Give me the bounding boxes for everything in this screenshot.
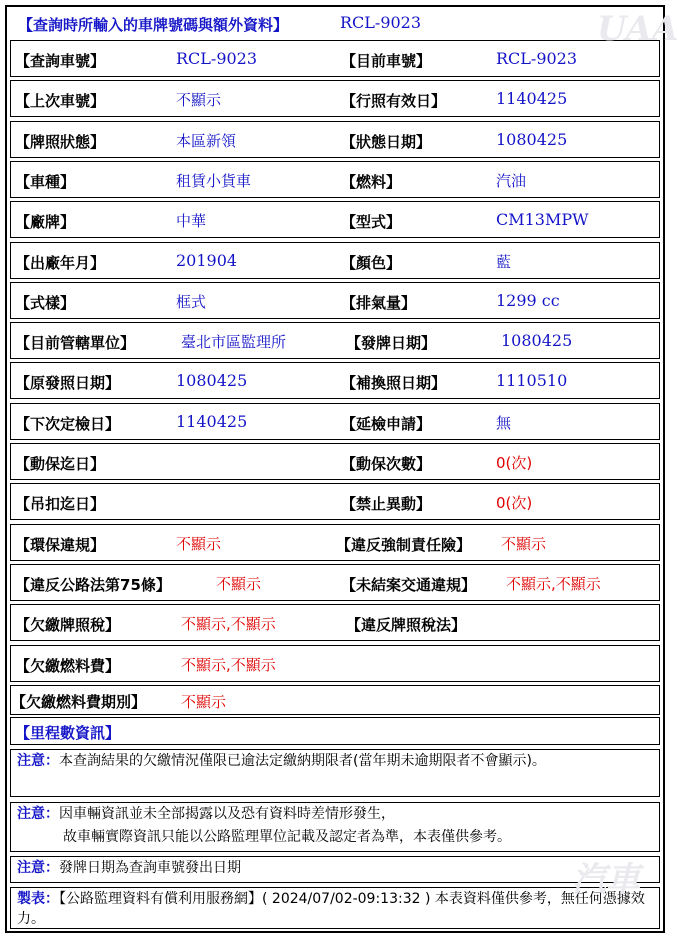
field-value: 無 — [496, 413, 512, 432]
data-row — [10, 201, 660, 238]
note-plate-date-text: 發牌日期為查詢車號發出日期 — [59, 860, 241, 876]
field-label: 【延檢申請】 — [341, 414, 432, 433]
field-value: 藍 — [496, 252, 512, 271]
field-value: 框式 — [176, 292, 207, 311]
data-row — [10, 403, 660, 440]
field-label: 【燃料】 — [341, 172, 402, 191]
field-label: 【行照有效日】 — [341, 92, 447, 111]
field-value: 1299 cc — [496, 290, 560, 310]
note-plate-date-head: 注意： — [17, 860, 59, 876]
note-disclosure-text-2: 故車輛實際資訊只能以公路監理單位記載及認定者為準，本表僅供參考。 — [63, 829, 511, 845]
field-value: 0(次) — [496, 454, 533, 472]
field-value: 不顯示 — [501, 534, 547, 553]
field-value: 租賃小貨車 — [176, 171, 252, 190]
field-label: 【欠繳牌照稅】 — [15, 616, 121, 635]
field-label: 【車種】 — [15, 172, 76, 191]
data-row — [10, 524, 660, 561]
data-row — [10, 121, 660, 158]
field-value: 不顯示,不顯示 — [181, 655, 276, 674]
data-row — [10, 443, 660, 480]
data-row — [10, 161, 660, 198]
note-disclosure-head: 注意： — [17, 806, 59, 822]
field-label: 【顏色】 — [341, 253, 402, 272]
field-value: 汽油 — [496, 171, 527, 190]
fuel-period-label: 【欠繳燃料費期別】 — [11, 693, 147, 711]
note-disclosure-text: 因車輛資訊並未全部揭露以及恐有資料時差情形發生， — [59, 806, 395, 822]
field-label: 【禁止異動】 — [341, 495, 432, 514]
mileage-label: 【里程數資訊】 — [15, 724, 121, 742]
field-label: 【查詢車號】 — [15, 52, 106, 70]
field-value: CM13MPW — [496, 210, 589, 230]
note-debt-text: 本查詢結果的欠繳情況僅限已逾法定繳納期限者(當年期未逾期限者不會顯示)。 — [59, 753, 546, 769]
field-value: 1080425 — [501, 331, 573, 351]
title-plate: RCL-9023 — [340, 13, 422, 32]
field-value: 0(次) — [496, 494, 533, 513]
field-value: 不顯示 — [216, 574, 262, 593]
data-row — [10, 645, 660, 682]
data-row — [10, 282, 660, 319]
note-generated-text: 【公路監理資料有償利用服務網】( 2024/07/02-09:13:32 ) 本表資料僅供參考，無任何憑據效力。 — [17, 891, 645, 927]
field-label: 【目前車號】 — [341, 52, 432, 70]
watermark-logo-bottom: 汽車 — [572, 860, 640, 900]
field-label: 【動保次數】 — [341, 455, 432, 473]
field-label: 【環保違規】 — [15, 535, 106, 554]
field-value: 本區新領 — [176, 131, 237, 150]
data-row — [10, 564, 660, 601]
field-value: 中華 — [176, 212, 207, 231]
note-generated-head: 製表： — [17, 891, 59, 907]
data-row — [10, 242, 660, 279]
title-prefix: 【查詢時所輸入的車牌號碼與額外資料】 — [18, 16, 289, 34]
field-value: 1080425 — [496, 129, 568, 149]
data-row — [10, 80, 660, 117]
note-plate-date — [10, 856, 660, 883]
field-value: 1110510 — [496, 371, 568, 391]
data-row — [10, 604, 660, 641]
field-label: 【式樣】 — [15, 293, 76, 312]
note-disclosure — [10, 802, 660, 852]
note-debt-head: 注意： — [17, 753, 59, 769]
field-value: 不顯示 — [176, 534, 222, 553]
field-value: 1080425 — [176, 371, 248, 391]
field-value: RCL-9023 — [176, 49, 258, 68]
field-value: 臺北市區監理所 — [181, 333, 287, 352]
data-row — [10, 40, 660, 77]
field-value: 不顯示,不顯示 — [506, 574, 601, 593]
mileage-row — [10, 717, 660, 745]
data-row — [10, 483, 660, 520]
note-debt — [10, 749, 660, 797]
report-sheet — [5, 5, 678, 933]
field-label: 【未結案交通違規】 — [341, 575, 477, 594]
field-label: 【違反公路法第75條】 — [15, 575, 171, 594]
fuel-period-row — [10, 685, 660, 715]
field-label: 【補換照日期】 — [341, 374, 447, 393]
field-label: 【目前管轄單位】 — [15, 334, 136, 353]
field-label: 【型式】 — [341, 213, 402, 232]
field-label: 【欠繳燃料費】 — [15, 656, 121, 675]
data-row — [10, 362, 660, 399]
field-label: 【吊扣迄日】 — [15, 495, 106, 514]
field-label: 【出廠年月】 — [15, 253, 106, 272]
field-value: 201904 — [176, 250, 238, 270]
field-label: 【排氣量】 — [341, 293, 417, 312]
field-label: 【發牌日期】 — [346, 334, 437, 353]
field-label: 【違反強制責任險】 — [336, 535, 472, 554]
note-generated — [10, 887, 660, 929]
field-label: 【上次車號】 — [15, 92, 106, 111]
fuel-period-value: 不顯示 — [181, 693, 227, 711]
watermark-logo-top: UAA — [597, 9, 678, 49]
field-label: 【狀態日期】 — [341, 132, 432, 151]
field-value: RCL-9023 — [496, 49, 578, 68]
field-label: 【動保迄日】 — [15, 455, 106, 473]
field-label: 【違反牌照稅法】 — [346, 616, 467, 635]
field-label: 【廠牌】 — [15, 213, 76, 232]
field-value: 不顯示 — [176, 91, 222, 110]
field-value: 不顯示,不顯示 — [181, 615, 276, 634]
field-label: 【下次定檢日】 — [15, 414, 121, 433]
field-label: 【原發照日期】 — [15, 374, 121, 393]
field-value: 1140425 — [176, 411, 248, 431]
field-label: 【牌照狀態】 — [15, 132, 106, 151]
report-title — [10, 10, 660, 37]
data-row — [10, 322, 660, 359]
field-value: 1140425 — [496, 89, 568, 109]
